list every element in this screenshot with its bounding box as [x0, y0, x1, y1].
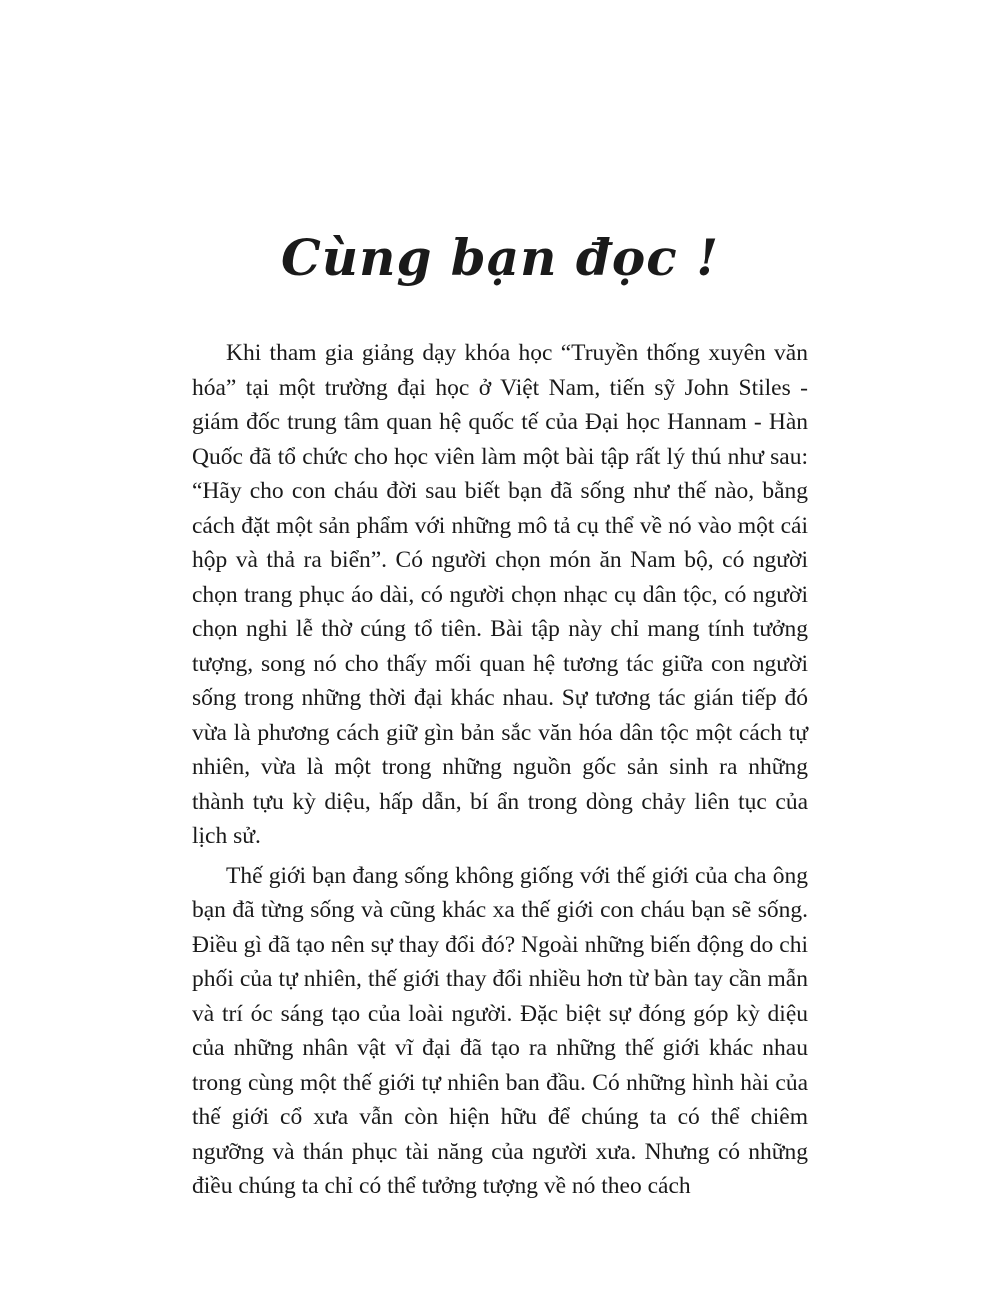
page-title: Cùng bạn đọc ! [280, 228, 720, 287]
body-text [192, 336, 808, 1209]
paragraph-1: Khi tham gia giảng dạy khóa học “Truyền thống xuyên văn hóa” tại một trường đại học ở Việt Nam, tiến sỹ John Stiles - giám đốc trung tâm quan hệ quốc tế của Đại học Hannam - Hàn Quốc đã tổ chức cho học viên làm một bài tập rất lý thú như sau: “Hãy cho con cháu đời sau biết bạn đã sống như thế nào, bằng cách đặt một sản phẩm với những mô tả cụ thể về nó vào một cái hộp và thả ra biển”. Có người chọn món ăn Nam bộ, có người chọn trang phục áo dài, có người chọn nhạc cụ dân tộc, có người chọn nghi lễ thờ cúng tổ tiên. Bài tập này chỉ mang tính tưởng tượng, song nó cho thấy mối quan hệ tương tác giữa con người sống trong những thời đại khác nhau. Sự tương tác gián tiếp đó vừa là phương cách giữ gìn bản sắc văn hóa dân tộc một cách tự nhiên, vừa là một trong những nguồn gốc sản sinh ra những thành tựu kỳ diệu, hấp dẫn, bí ẩn trong dòng chảy liên tục của lịch sử. [192, 340, 808, 849]
paragraph-2: Thế giới bạn đang sống không giống với thế giới của cha ông bạn đã từng sống và cũng khác xa thế giới con cháu bạn sẽ sống. Điều gì đã tạo nên sự thay đổi đó? Ngoài những biến động do chi phối của tự nhiên, thế giới thay đổi nhiều hơn từ bàn tay cần mẫn và trí óc sáng tạo của loài người. Đặc biệt sự đóng góp kỳ diệu của những nhân vật vĩ đại đã tạo ra những thế giới khác nhau trong cùng một thế giới tự nhiên ban đầu. Có những hình hài của thế giới cổ xưa vẫn còn hiện hữu để chúng ta có thể chiêm ngưỡng và thán phục tài năng của người xưa. Nhưng có những điều chúng ta chỉ có thể tưởng tượng về nó theo cách [192, 862, 808, 1199]
